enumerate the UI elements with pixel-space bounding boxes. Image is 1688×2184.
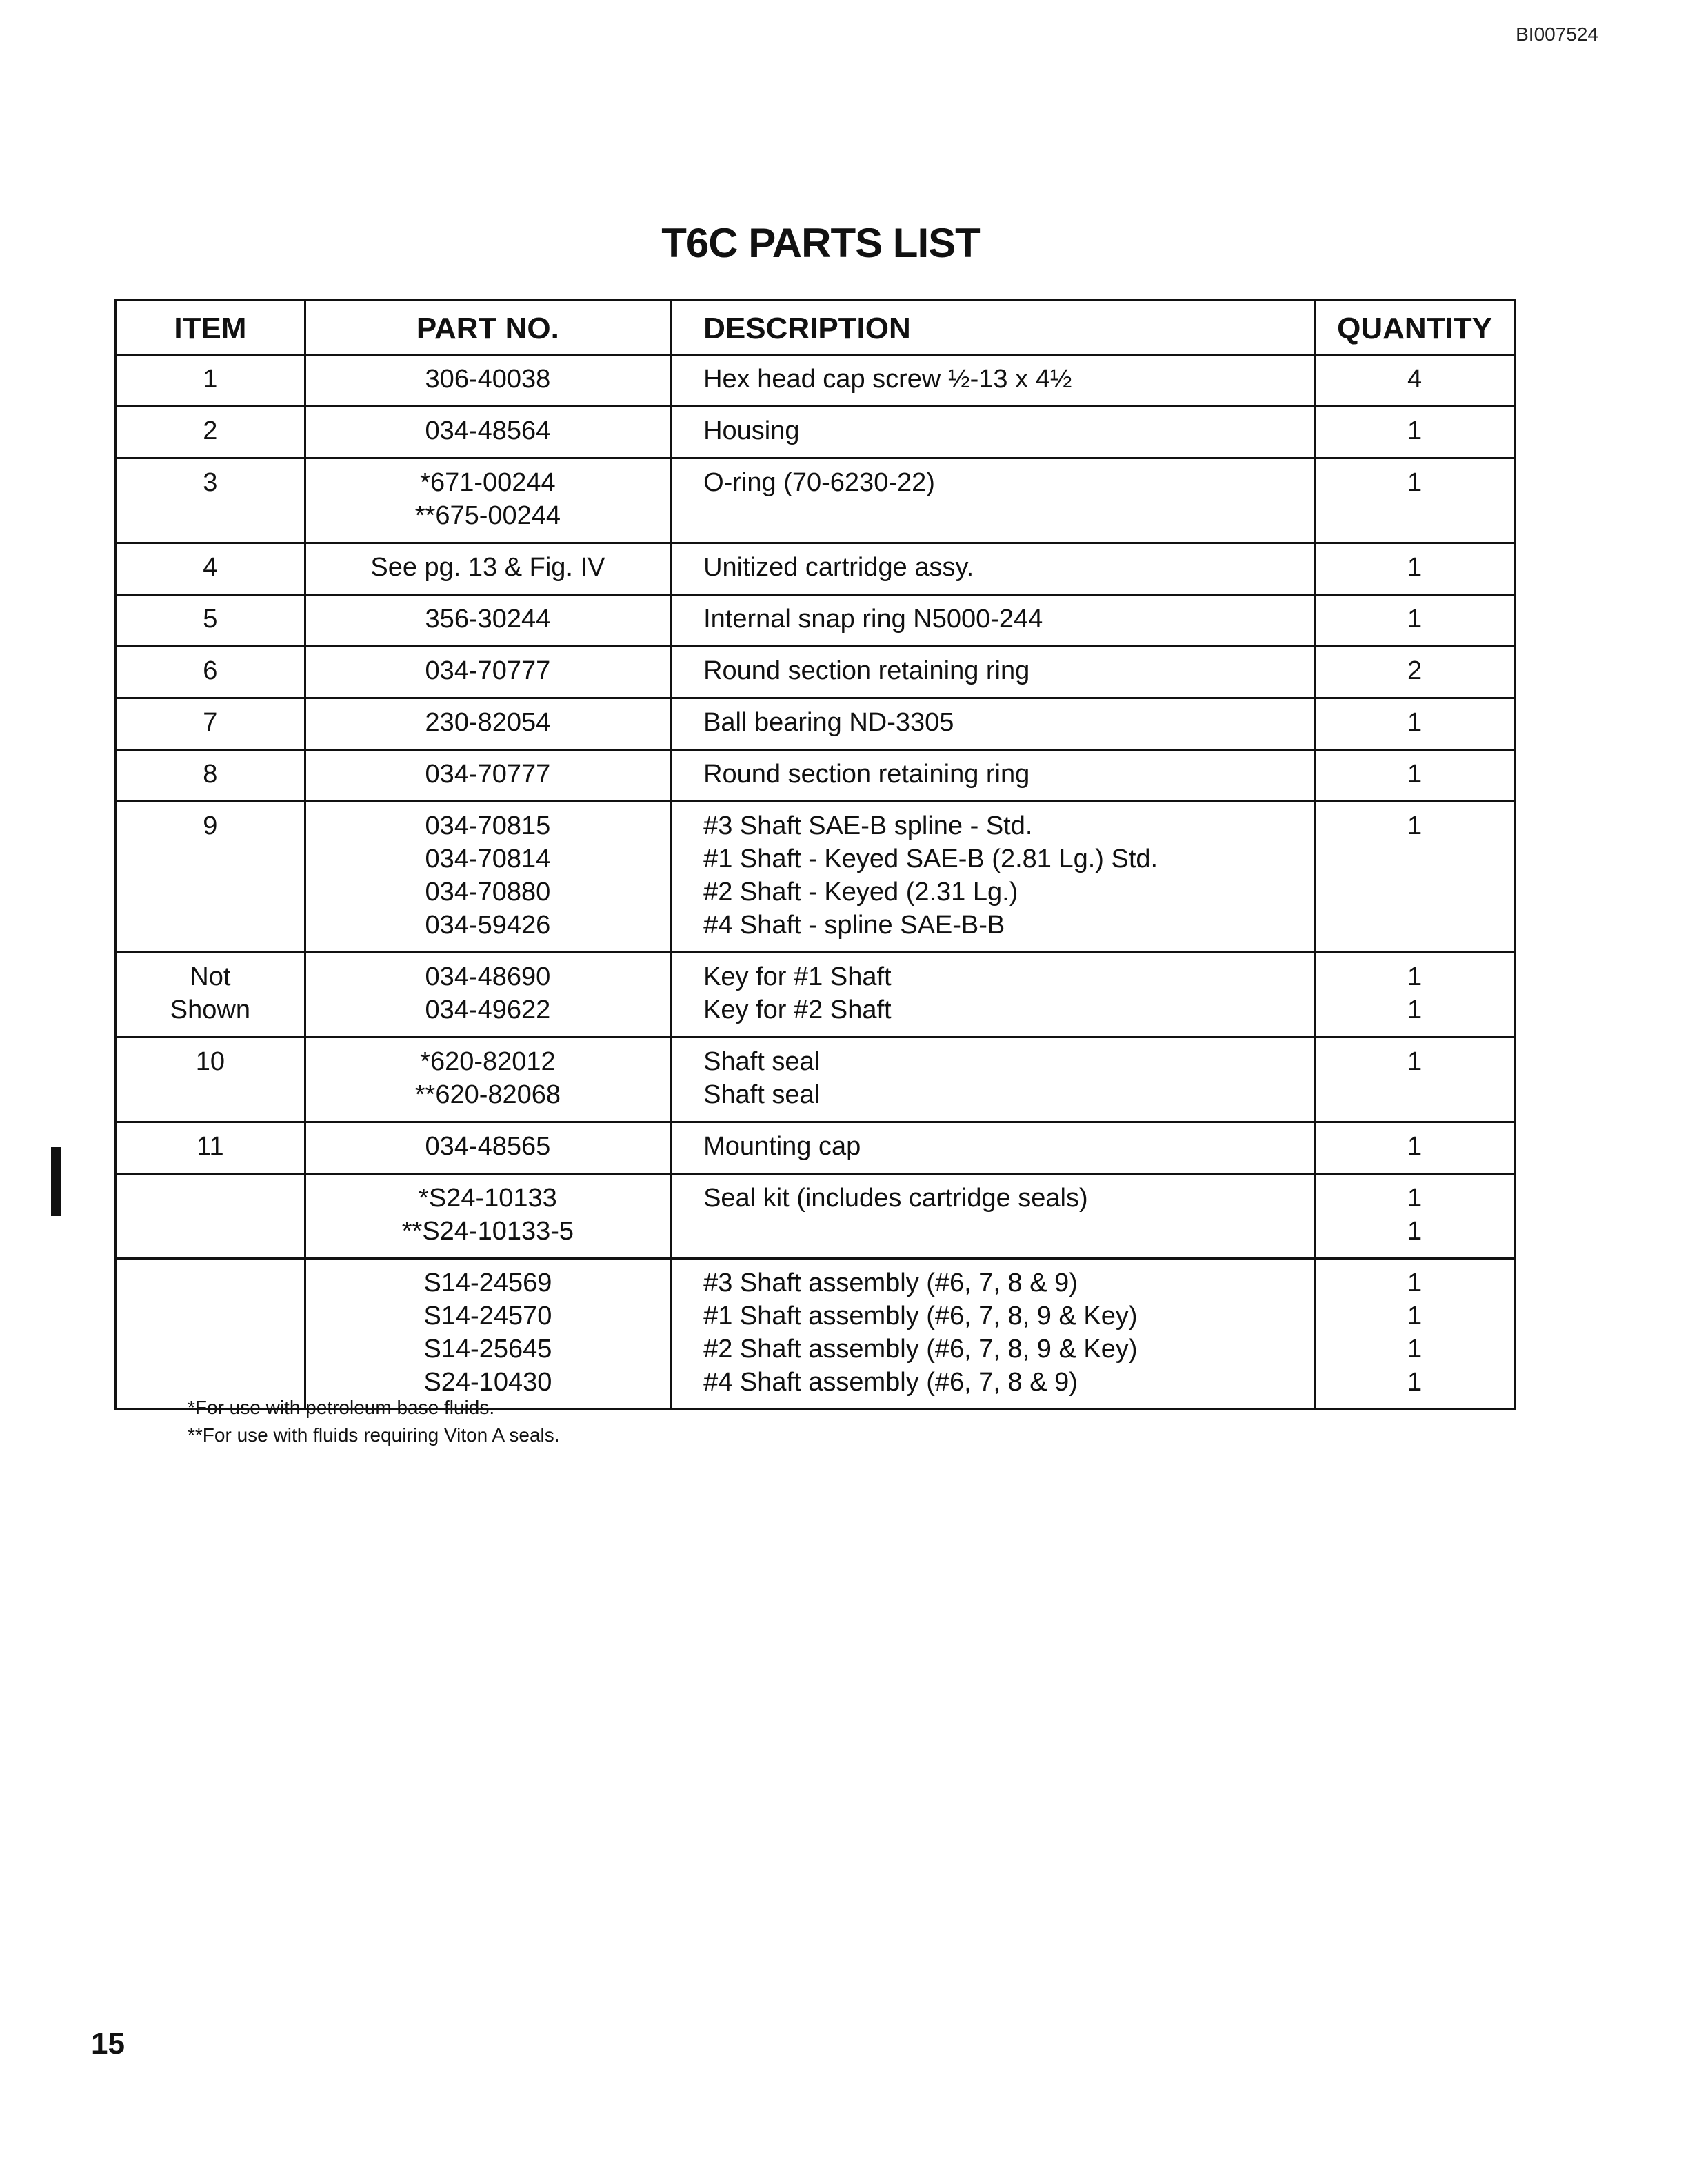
description-line: #2 Shaft assembly (#6, 7, 8, 9 & Key) — [703, 1335, 1138, 1364]
part-number-line: 034-48690 — [425, 962, 551, 991]
item-cell — [116, 1122, 305, 1174]
table-header-row — [116, 301, 1515, 355]
item-line: 9 — [203, 811, 218, 840]
description-cell — [671, 802, 1315, 953]
quantity-line: 1 — [1407, 553, 1423, 582]
table-row — [116, 647, 1515, 698]
part-number-line: 034-70814 — [425, 845, 551, 873]
item-cell — [116, 458, 305, 543]
quantity-cell — [1315, 1259, 1515, 1410]
part-number-cell — [305, 355, 670, 407]
table-row — [116, 407, 1515, 458]
table-row — [116, 355, 1515, 407]
description-line: Round section retaining ring — [703, 760, 1030, 789]
part-number-cell — [305, 1259, 670, 1410]
description-cell — [671, 1259, 1315, 1410]
description-line: Housing — [703, 416, 800, 445]
quantity-line: 1 — [1407, 1047, 1423, 1076]
description-line: Shaft seal — [703, 1080, 821, 1109]
item-cell — [116, 543, 305, 595]
quantity-line: 1 — [1407, 1184, 1423, 1213]
description-cell — [671, 595, 1315, 647]
description-cell — [671, 1174, 1315, 1259]
item-cell — [116, 407, 305, 458]
item-line: 6 — [203, 656, 218, 685]
quantity-line: 1 — [1407, 605, 1423, 634]
part-number-line: S14-25645 — [423, 1335, 552, 1364]
item-line: 2 — [203, 416, 218, 445]
description-cell — [671, 647, 1315, 698]
part-number-cell — [305, 1174, 670, 1259]
item-line: 11 — [197, 1132, 224, 1161]
part-number-line: 230-82054 — [425, 708, 551, 737]
page-title: T6C PARTS LIST — [661, 220, 980, 266]
part-number-cell — [305, 750, 670, 802]
table-row — [116, 1122, 1515, 1174]
column-header-quantity: QUANTITY — [1315, 301, 1515, 355]
quantity-line: 1 — [1407, 1217, 1423, 1246]
quantity-line: 1 — [1407, 468, 1423, 497]
part-number-line: **S24-10133-5 — [401, 1217, 574, 1246]
description-line: Round section retaining ring — [703, 656, 1030, 685]
part-number-cell — [305, 595, 670, 647]
description-cell — [671, 407, 1315, 458]
item-cell — [116, 1259, 305, 1410]
table-row — [116, 750, 1515, 802]
quantity-line: 2 — [1407, 656, 1423, 685]
description-cell — [671, 750, 1315, 802]
item-cell — [116, 1174, 305, 1259]
quantity-line: 1 — [1407, 1302, 1423, 1331]
quantity-line: 1 — [1407, 1268, 1423, 1297]
description-cell — [671, 1122, 1315, 1174]
part-number-cell — [305, 407, 670, 458]
item-line: 4 — [203, 553, 218, 582]
description-line: Seal kit (includes cartridge seals) — [703, 1184, 1088, 1213]
description-cell — [671, 355, 1315, 407]
item-cell — [116, 750, 305, 802]
part-number-cell — [305, 458, 670, 543]
part-number-cell — [305, 1122, 670, 1174]
description-line: #4 Shaft - spline SAE-B-B — [703, 911, 1005, 940]
quantity-cell — [1315, 802, 1515, 953]
item-line: Not — [190, 962, 231, 991]
footnote-petroleum: *For use with petroleum base fluids. — [188, 1397, 495, 1418]
item-cell — [116, 953, 305, 1038]
item-line: Shown — [170, 995, 250, 1024]
part-number-line: 034-70815 — [425, 811, 551, 840]
part-number-line: 034-59426 — [425, 911, 551, 940]
quantity-line: 1 — [1407, 1335, 1423, 1364]
description-line: Hex head cap screw ½-13 x 4½ — [703, 365, 1072, 394]
description-line: #3 Shaft assembly (#6, 7, 8 & 9) — [703, 1268, 1078, 1297]
description-cell — [671, 543, 1315, 595]
part-number-line: 034-49622 — [425, 995, 551, 1024]
quantity-cell — [1315, 647, 1515, 698]
part-number-line: S24-10430 — [423, 1368, 552, 1397]
description-line: #4 Shaft assembly (#6, 7, 8 & 9) — [703, 1368, 1078, 1397]
column-header-description: DESCRIPTION — [671, 301, 1315, 355]
description-line: Internal snap ring N5000-244 — [703, 605, 1043, 634]
part-number-line: 034-70880 — [425, 878, 551, 907]
quantity-cell — [1315, 1122, 1515, 1174]
quantity-cell — [1315, 407, 1515, 458]
table-row — [116, 1259, 1515, 1410]
description-line: Key for #2 Shaft — [703, 995, 892, 1024]
part-number-line: S14-24570 — [423, 1302, 552, 1331]
item-cell — [116, 647, 305, 698]
parts-table-body — [116, 355, 1515, 1410]
item-cell — [116, 355, 305, 407]
part-number-line: *671-00244 — [420, 468, 556, 497]
table-row — [116, 698, 1515, 750]
part-number-line: 306-40038 — [425, 365, 551, 394]
description-line: Ball bearing ND-3305 — [703, 708, 954, 737]
quantity-cell — [1315, 595, 1515, 647]
quantity-line: 1 — [1407, 962, 1423, 991]
description-line: Mounting cap — [703, 1132, 861, 1161]
description-line: #1 Shaft - Keyed SAE-B (2.81 Lg.) Std. — [703, 845, 1158, 873]
part-number-line: S14-24569 — [423, 1268, 552, 1297]
item-line: 10 — [195, 1047, 225, 1076]
quantity-line: 1 — [1407, 811, 1423, 840]
column-header-part-no: PART NO. — [305, 301, 670, 355]
part-number-line: 034-70777 — [425, 656, 551, 685]
part-number-line: 034-48565 — [425, 1132, 551, 1161]
part-number-cell — [305, 802, 670, 953]
description-cell — [671, 1038, 1315, 1122]
description-cell — [671, 458, 1315, 543]
part-number-cell — [305, 647, 670, 698]
document-id: BI007524 — [1516, 23, 1598, 45]
description-line: Key for #1 Shaft — [703, 962, 892, 991]
quantity-line: 1 — [1407, 416, 1423, 445]
description-line: #3 Shaft SAE-B spline - Std. — [703, 811, 1033, 840]
footnotes — [188, 1394, 560, 1449]
quantity-line: 1 — [1407, 1368, 1423, 1397]
description-cell — [671, 698, 1315, 750]
quantity-cell — [1315, 1174, 1515, 1259]
part-number-cell — [305, 698, 670, 750]
table-row — [116, 595, 1515, 647]
part-number-line: *620-82012 — [420, 1047, 556, 1076]
part-number-line: **675-00244 — [414, 501, 561, 530]
page-number: 15 — [91, 2027, 125, 2061]
part-number-cell — [305, 953, 670, 1038]
part-number-line: 034-70777 — [425, 760, 551, 789]
parts-list-table — [114, 299, 1516, 1410]
table-row — [116, 458, 1515, 543]
quantity-line: 1 — [1407, 760, 1423, 789]
item-cell — [116, 1038, 305, 1122]
item-line: 8 — [203, 760, 218, 789]
table-row — [116, 953, 1515, 1038]
quantity-cell — [1315, 355, 1515, 407]
part-number-line: 356-30244 — [425, 605, 551, 634]
item-line: 1 — [203, 365, 218, 394]
quantity-cell — [1315, 953, 1515, 1038]
description-cell — [671, 953, 1315, 1038]
quantity-cell — [1315, 750, 1515, 802]
quantity-line: 1 — [1407, 1132, 1423, 1161]
description-line: O-ring (70-6230-22) — [703, 468, 935, 497]
table-row — [116, 1174, 1515, 1259]
table-row — [116, 1038, 1515, 1122]
quantity-line: 1 — [1407, 708, 1423, 737]
footnote-viton: **For use with fluids requiring Viton A seals. — [188, 1424, 560, 1446]
description-line: #1 Shaft assembly (#6, 7, 8, 9 & Key) — [703, 1302, 1138, 1331]
part-number-line: See pg. 13 & Fig. IV — [370, 553, 605, 582]
part-number-cell — [305, 1038, 670, 1122]
part-number-cell — [305, 543, 670, 595]
quantity-cell — [1315, 698, 1515, 750]
item-cell — [116, 595, 305, 647]
description-line: Shaft seal — [703, 1047, 821, 1076]
item-line: 7 — [203, 708, 218, 737]
item-cell — [116, 802, 305, 953]
quantity-cell — [1315, 458, 1515, 543]
description-line: Unitized cartridge assy. — [703, 553, 974, 582]
column-header-item: ITEM — [116, 301, 305, 355]
item-cell — [116, 698, 305, 750]
quantity-line: 1 — [1407, 995, 1423, 1024]
table-row — [116, 543, 1515, 595]
part-number-line: 034-48564 — [425, 416, 551, 445]
part-number-line: *S24-10133 — [419, 1184, 557, 1213]
quantity-cell — [1315, 1038, 1515, 1122]
description-line: #2 Shaft - Keyed (2.31 Lg.) — [703, 878, 1018, 907]
quantity-cell — [1315, 543, 1515, 595]
part-number-line: **620-82068 — [414, 1080, 561, 1109]
quantity-line: 4 — [1407, 365, 1423, 394]
table-row — [116, 802, 1515, 953]
item-line: 5 — [203, 605, 218, 634]
item-line: 3 — [203, 468, 218, 497]
revision-change-bar — [51, 1147, 61, 1216]
